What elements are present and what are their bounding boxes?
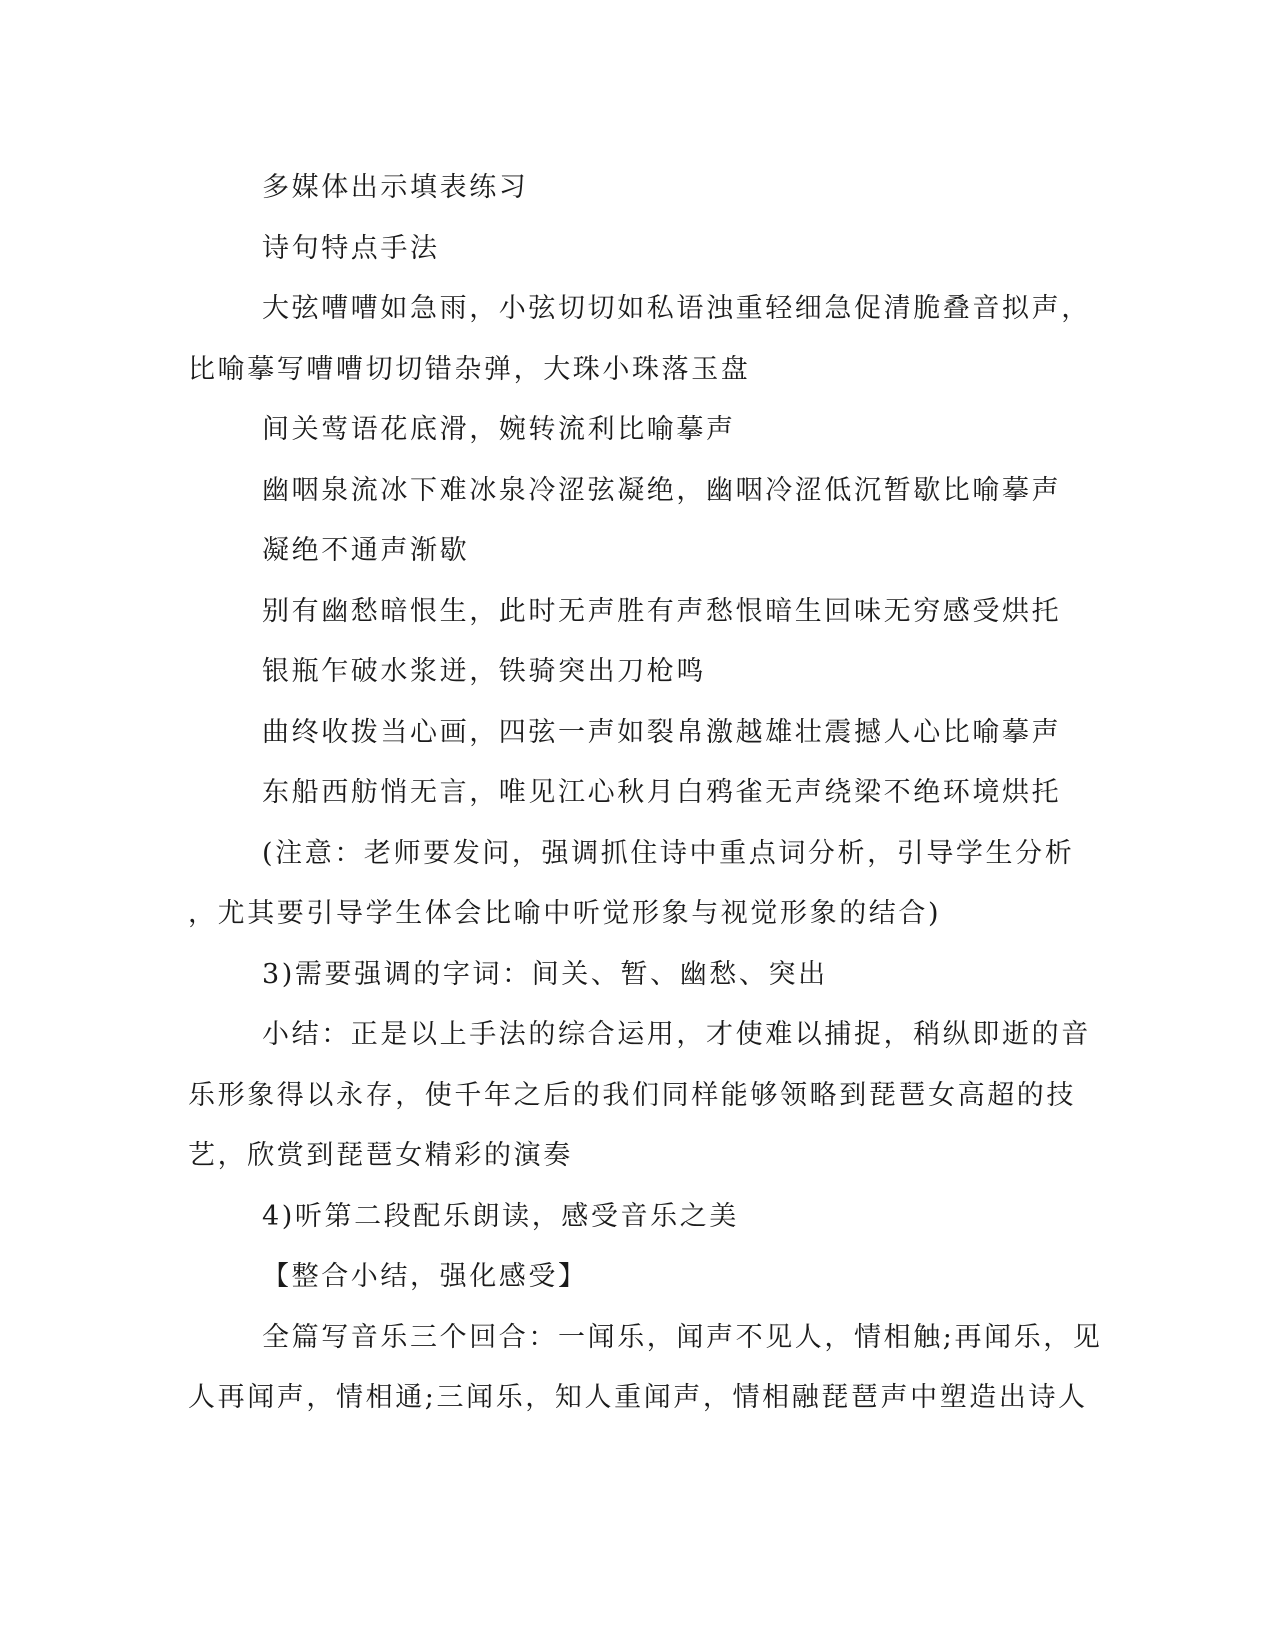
text-line: 乐形象得以永存，使千年之后的我们同样能够领略到琵琶女高超的技 bbox=[188, 1079, 1076, 1111]
text-line: 全篇写音乐三个回合：一闻乐，闻声不见人，情相触;再闻乐，见 bbox=[262, 1321, 1103, 1353]
text-line: 4)听第二段配乐朗读，感受音乐之美 bbox=[262, 1200, 739, 1232]
paragraph bbox=[188, 279, 1091, 400]
text-line: (注意：老师要发问，强调抓住诗中重点词分析，引导学生分析 bbox=[262, 837, 1075, 869]
text-line: 凝绝不通声渐歇 bbox=[262, 535, 470, 566]
paragraph bbox=[188, 1247, 1078, 1308]
paragraph bbox=[188, 1308, 1103, 1429]
text-line: 大弦嘈嘈如急雨，小弦切切如私语浊重轻细急促清脆叠音拟声， bbox=[262, 293, 1091, 324]
paragraph bbox=[188, 158, 1078, 219]
text-line: 幽咽泉流冰下难冰泉冷涩弦凝绝，幽咽冷涩低沉暂歇比喻摹声 bbox=[262, 474, 1062, 506]
paragraph bbox=[188, 642, 1078, 703]
paragraph bbox=[188, 400, 1078, 461]
paragraph bbox=[188, 824, 1078, 945]
text-line: 3)需要强调的字词：间关、暂、幽愁、突出 bbox=[262, 958, 828, 990]
text-line: ，尤其要引导学生体会比喻中听觉形象与视觉形象的结合) bbox=[188, 898, 942, 929]
paragraph bbox=[188, 945, 1078, 1006]
paragraph bbox=[188, 219, 1078, 280]
paragraph bbox=[188, 582, 1078, 643]
text-line: 东船西舫悄无言，唯见江心秋月白鸦雀无声绕梁不绝环境烘托 bbox=[262, 777, 1062, 808]
paragraph bbox=[188, 1187, 1078, 1248]
paragraph bbox=[188, 461, 1078, 522]
paragraph bbox=[188, 521, 1078, 582]
text-line: 诗句特点手法 bbox=[262, 232, 440, 264]
text-line: 人再闻声，情相通;三闻乐，知人重闻声，情相融琵琶声中塑造出诗人 bbox=[188, 1382, 1088, 1413]
paragraph bbox=[188, 763, 1078, 824]
text-line: 小结：正是以上手法的综合运用，才使难以捕捉，稍纵即逝的音 bbox=[262, 1019, 1091, 1050]
text-line: 【整合小结，强化感受】 bbox=[262, 1261, 588, 1292]
document-body bbox=[188, 158, 1103, 1429]
text-line: 艺，欣赏到琵琶女精彩的演奏 bbox=[188, 1140, 573, 1171]
paragraph bbox=[188, 1005, 1091, 1187]
text-line: 银瓶乍破水浆迸，铁骑突出刀枪鸣 bbox=[262, 656, 706, 687]
text-line: 比喻摹写嘈嘈切切错杂弹，大珠小珠落玉盘 bbox=[188, 353, 751, 385]
text-line: 曲终收拨当心画，四弦一声如裂帛激越雄壮震撼人心比喻摹声 bbox=[262, 716, 1062, 748]
text-line: 多媒体出示填表练习 bbox=[262, 172, 529, 203]
paragraph bbox=[188, 703, 1078, 764]
text-line: 别有幽愁暗恨生，此时无声胜有声愁恨暗生回味无穷感受烘托 bbox=[262, 595, 1062, 627]
text-line: 间关莺语花底滑，婉转流利比喻摹声 bbox=[262, 414, 736, 445]
